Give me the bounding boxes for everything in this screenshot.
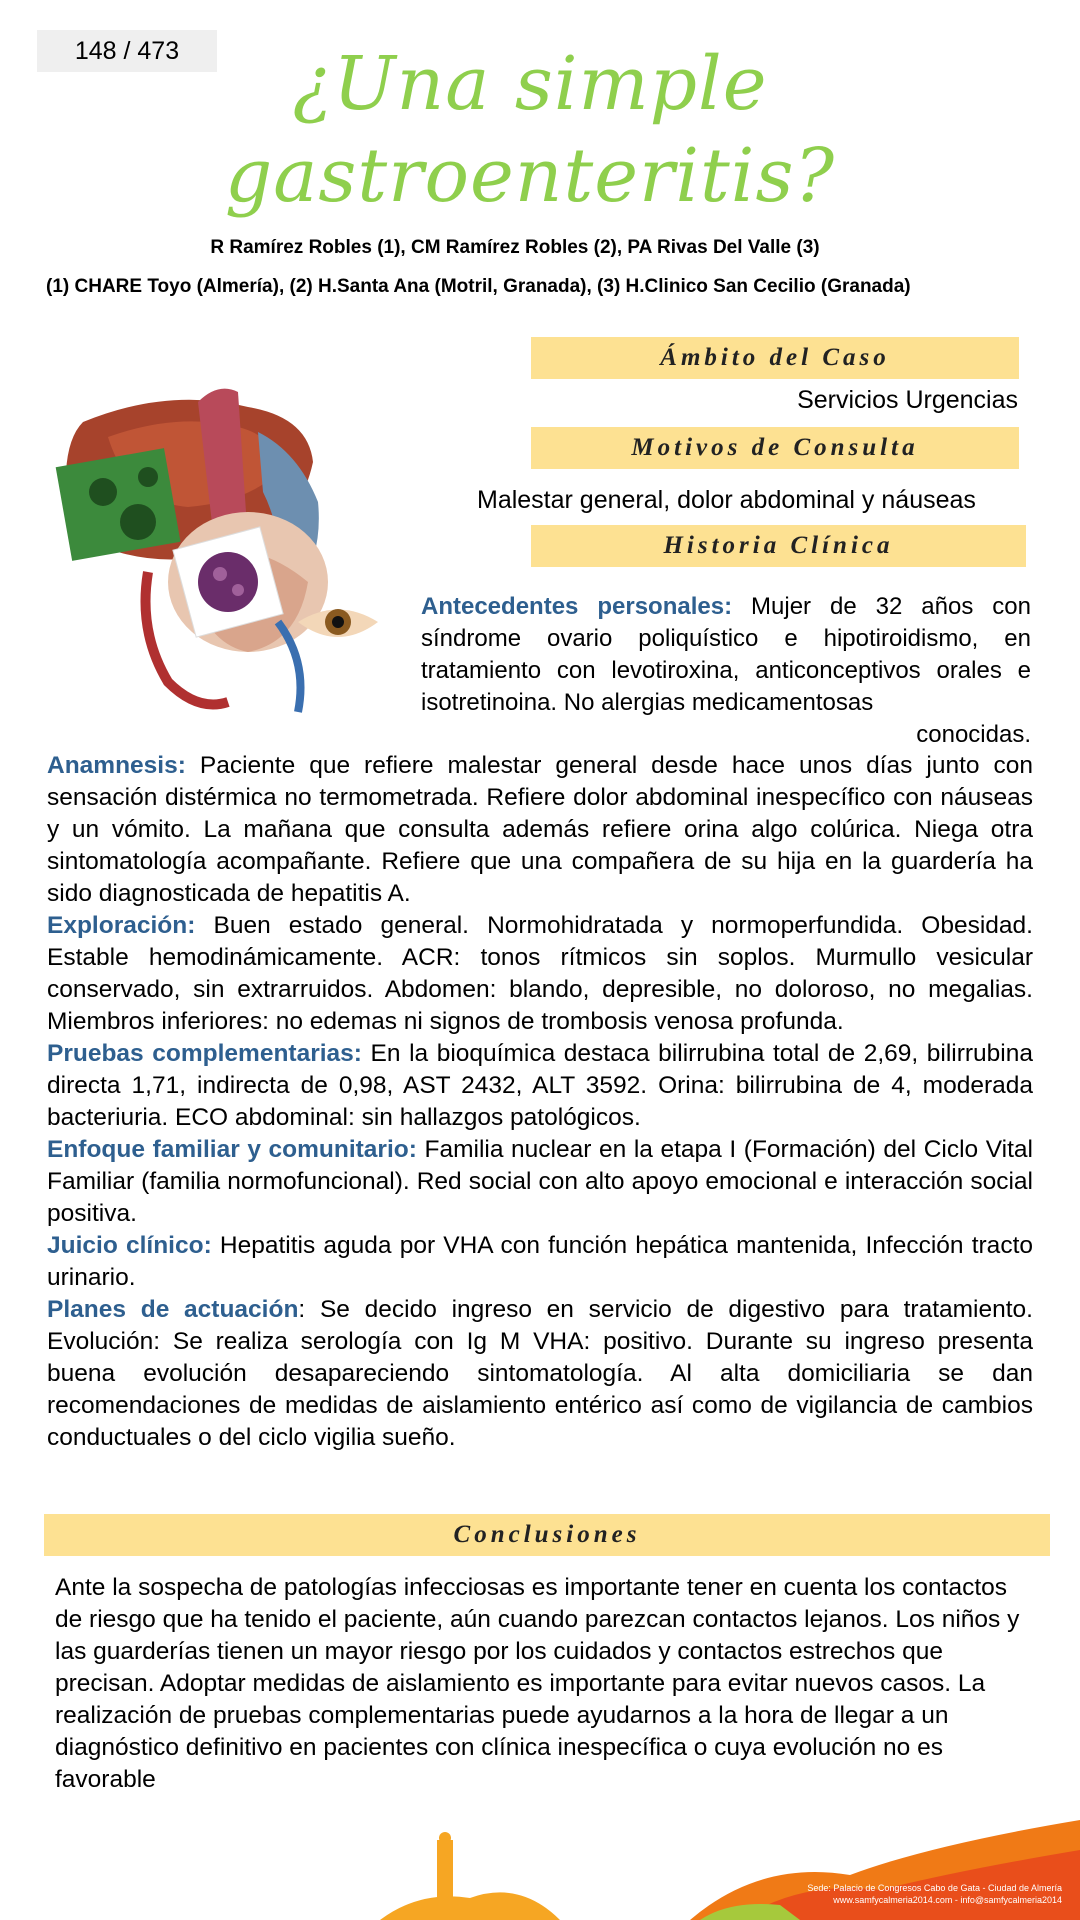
page-counter: 148 / 473 bbox=[37, 30, 217, 72]
label-anamnesis: Anamnesis: bbox=[47, 752, 186, 779]
paragraph-exploracion bbox=[47, 910, 1033, 1038]
text-juicio: Hepatitis aguda por VHA con función hepática mantenida, Infección tracto urinario. bbox=[47, 1232, 1033, 1291]
label-juicio: Juicio clínico: bbox=[47, 1232, 212, 1259]
motivo-value: Malestar general, dolor abdominal y náuseas bbox=[477, 486, 976, 514]
text-exploracion: Buen estado general. Normohidratada y normoperfundida. Obesidad. Estable hemodinámicamente. ACR: tonos rítmicos sin soplos. Murmullo vesicular conservado, sin extrarruidos. Abdomen: blando, depresible, no doloroso, no megalias. Miembros inferiores: no edemas ni signos de trombosis venosa profunda. bbox=[47, 912, 1033, 1035]
clinical-history-body bbox=[47, 750, 1033, 1454]
text-enfoque: Familia nuclear en la etapa I (Formación) del Ciclo Vital Familiar (familia normofuncional). Red social con alto apoyo emocional e interacción social positiva. bbox=[47, 1136, 1033, 1227]
antecedentes-paragraph bbox=[421, 591, 1031, 751]
paragraph-juicio bbox=[47, 1230, 1033, 1294]
section-heading-ambito: Ámbito del Caso bbox=[531, 337, 1019, 379]
label-exploracion: Exploración: bbox=[47, 912, 196, 939]
text-planes: : Se decido ingreso en servicio de digestivo para tratamiento. Evolución: Se realiza serología con Ig M VHA: positivo. Durante su ingreso presenta buena evolución desapareciendo sintomatología. Al alta domiciliaria se dan recomendaciones de medidas de aislamiento entérico así como de vigilancia de cambios conductuales o del ciclo vigilia sueño. bbox=[47, 1296, 1033, 1451]
text-anamnesis: Paciente que refiere malestar general desde hace unos días junto con sensación distérmica no termometrada. Refiere dolor abdominal inespecífico con náuseas y un vómito. La mañana que consulta además refiere orina algo colúrica. Niega otra sintomatología acompañante. Refiere que una compañera de su hija en la guardería ha sido diagnosticada de hepatitis A. bbox=[47, 752, 1033, 907]
authors: R Ramírez Robles (1), CM Ramírez Robles (2), PA Rivas Del Valle (3) bbox=[210, 237, 820, 258]
antecedentes-text-3: conocidas. bbox=[916, 721, 1031, 748]
paragraph-planes bbox=[47, 1294, 1033, 1454]
footer-line-2: www.samfycalmeria2014.com - info@samfycalmeria2014 bbox=[833, 1895, 1062, 1905]
paragraph-pruebas bbox=[47, 1038, 1033, 1134]
section-heading-conclusiones: Conclusiones bbox=[44, 1514, 1050, 1556]
conclusion-text: Ante la sospecha de patologías infecciosas es importante tener en cuenta los contactos de riesgo que ha tenido el paciente, aún cuando parezcan contactos lejanos. Los niños y las guarderías tienen un mayor riesgo por los cuidados y contactos estrechos que precisan. Adoptar medidas de aislamiento es importante para evitar nuevos casos. La realización de pruebas complementarias puede ayudarnos a la hora de llegar a un diagnóstico definitivo en pacientes con clínica inespecífica o cuya evolución no es favorable bbox=[55, 1574, 1020, 1793]
antecedentes-text: Mujer de 32 años con síndrome ovario poliquístico e hipotiroidismo, en tratamiento con levotiroxina, anticonceptivos orales e isotretinoina. bbox=[421, 593, 1031, 716]
label-enfoque: Enfoque familiar y comunitario: bbox=[47, 1136, 417, 1163]
paragraph-enfoque bbox=[47, 1134, 1033, 1230]
footer-line-1: Sede: Palacio de Congresos Cabo de Gata - Ciudad de Almería bbox=[807, 1883, 1062, 1893]
label-planes: Planes de actuación bbox=[47, 1296, 299, 1323]
section-heading-historia: Historia Clínica bbox=[531, 525, 1026, 567]
poster-title: ¿Una simple gastroenteritis? bbox=[224, 41, 836, 219]
affiliations: (1) CHARE Toyo (Almería), (2) H.Santa Ana (Motril, Granada), (3) H.Clinico San Cecilio (Granada) bbox=[46, 276, 911, 297]
ambito-value: Servicios Urgencias bbox=[797, 386, 1018, 414]
antecedentes-label: Antecedentes personales: bbox=[421, 593, 733, 620]
paragraph-anamnesis bbox=[47, 750, 1033, 910]
label-pruebas: Pruebas complementarias: bbox=[47, 1040, 362, 1067]
section-heading-motivos: Motivos de Consulta bbox=[531, 427, 1019, 469]
liver-illustration bbox=[48, 382, 408, 742]
text-pruebas: En la bioquímica destaca bilirrubina total de 2,69, bilirrubina directa 1,71, indirecta de 0,98, AST 2432, ALT 3592. Orina: bilirrubina de 4, moderada bacteriuria. ECO abdominal: sin hallazgos patológicos. bbox=[47, 1040, 1033, 1131]
antecedentes-text-2: No alergias medicamentosas bbox=[563, 689, 874, 716]
footer-info bbox=[807, 1882, 1062, 1906]
